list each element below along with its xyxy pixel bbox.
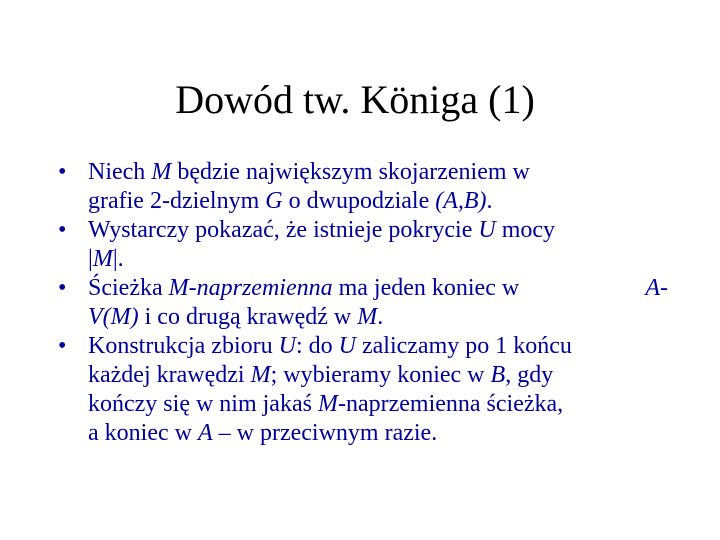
bullet-2-line-2 — [88, 245, 668, 274]
math-var: M — [317, 391, 338, 417]
text: Wystarczy pokazać, że istnieje pokrycie — [88, 217, 479, 243]
text: i co drugą krawędź w — [138, 304, 358, 330]
math-var: M — [151, 159, 172, 185]
bullet-dot-icon: • — [58, 159, 67, 185]
bullet-3-line-1 — [88, 274, 668, 303]
bullet-4-line-3 — [88, 390, 668, 419]
text: kończy się w nim jakaś — [88, 391, 318, 417]
text: zaliczamy po 1 końcu — [355, 333, 572, 359]
bullet-4-line-1 — [88, 332, 668, 361]
math-var: M — [92, 246, 113, 272]
bullet-1-line-2 — [88, 187, 668, 216]
text: : do — [295, 333, 339, 359]
bullet-2 — [58, 216, 668, 274]
text: -naprzemienna ścieżka, — [337, 391, 564, 417]
math-var: M — [250, 362, 271, 388]
bullet-dot-icon: • — [58, 275, 67, 301]
text: grafie 2-dzielnym — [88, 188, 266, 214]
bullet-1 — [58, 158, 668, 216]
bullet-dot-icon: • — [58, 333, 67, 359]
text: mocy — [495, 217, 556, 243]
math-var: U — [278, 333, 296, 359]
text: Konstrukcja zbioru — [88, 333, 279, 359]
bullet-3 — [58, 274, 668, 332]
math-var: B — [490, 362, 506, 388]
text: |. — [112, 246, 124, 272]
text: będzie największym skojarzeniem w — [171, 159, 530, 185]
text: . — [486, 188, 493, 214]
text: Ścieżka — [88, 275, 169, 301]
math-var: V(M) — [88, 304, 139, 330]
text: każdej krawędzi — [88, 362, 251, 388]
text: , gdy — [505, 362, 554, 388]
text: – w przeciwnym razie. — [212, 420, 438, 446]
math-var: (A,B) — [435, 188, 487, 214]
text: ; wybieramy koniec w — [270, 362, 491, 388]
bullet-4 — [58, 332, 668, 448]
bullet-2-line-1 — [88, 216, 668, 245]
math-var: U — [338, 333, 356, 359]
bullet-4-line-2 — [88, 361, 668, 390]
text: a koniec w — [88, 420, 198, 446]
math-var: A — [197, 420, 213, 446]
slide-title: Dowód tw. Königa (1) — [175, 77, 535, 122]
text: | — [88, 246, 93, 272]
bullet-3-line-2 — [88, 303, 668, 332]
math-var: A- — [645, 275, 668, 301]
math-var: G — [265, 188, 283, 214]
bullet-dot-icon: • — [58, 217, 67, 243]
math-var: M-naprzemienna — [168, 275, 333, 301]
text: Niech — [88, 159, 152, 185]
math-var: U — [478, 217, 496, 243]
bullet-4-line-4 — [88, 419, 668, 448]
math-var: M — [357, 304, 378, 330]
text: o dwupodziale — [282, 188, 436, 214]
bullet-1-line-1 — [88, 158, 668, 187]
bullet-list — [58, 158, 668, 448]
text: . — [377, 304, 384, 330]
text: ma jeden koniec w — [332, 275, 520, 301]
